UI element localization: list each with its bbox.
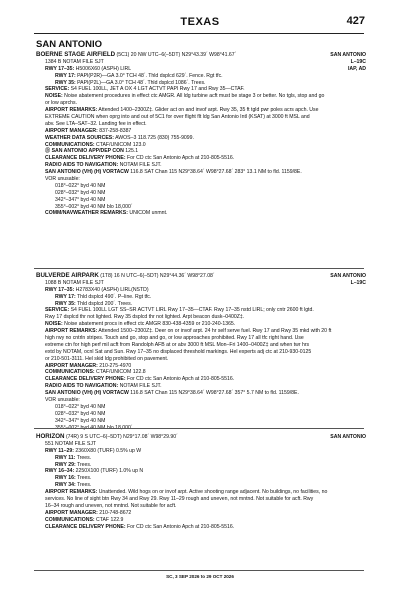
detail-text: abv. See LTA–SAT–32. Landing fee in effect. [45, 120, 147, 127]
detail-text: RWY 11: Trees. [55, 454, 92, 461]
detail-line [36, 482, 366, 489]
detail-text: RWY 16: Trees. [55, 475, 92, 482]
detail-text: RWY 17: Thld dsplcd 490´. P–line. Rgt tfc. [55, 293, 152, 300]
region-label: SAN ANTONIO [330, 434, 366, 440]
detail-text: NOISE: Noise abatement procedures in effect ctc AMGR. All ldg turbine acft must be stage 3 or better. No tgls, stop and go [45, 93, 325, 100]
detail-line [36, 176, 366, 183]
detail-line [36, 86, 366, 93]
detail-line [36, 475, 366, 482]
detail-line [36, 169, 366, 176]
detail-line [36, 363, 366, 370]
detail-line [36, 397, 366, 404]
detail-line [36, 496, 366, 503]
detail-line [36, 404, 366, 411]
detail-text: CLEARANCE DELIVERY PHONE: For CD ctc San Antonio Apch at 210-805-5516. [45, 376, 235, 383]
detail-text: VOR unusable: [45, 176, 80, 183]
detail-text: RWY 17: PAPI(P2R)—GA 3.0° TCH 48´. Thld dsplcd 629´. Fence. Rgt tfc. [55, 72, 223, 79]
detail-line [36, 369, 366, 376]
detail-line [36, 390, 366, 397]
detail-line [36, 503, 366, 510]
detail-text: RWY 11–29: 2360X80 (TURF) 0.5% up W [45, 447, 142, 454]
detail-line [36, 448, 366, 455]
detail-line [36, 155, 366, 162]
detail-text: 028°–032° byd 40 NM [55, 410, 106, 417]
detail-text: WEATHER DATA SOURCES: AWOS–3 118.725 (830) 755-9099. [45, 134, 194, 141]
header-rule [34, 33, 364, 34]
detail-line [36, 294, 366, 301]
detail-text: high rwy no cntrln stripes. Touch and go, stop and go, or low approaches prohibited. Rwy 17 all tfc right hand. Use [45, 335, 304, 342]
airport-id-line: (74R) 9 S UTC–6(–5DT) N29°17.08´ W98°29.90´ [65, 434, 178, 440]
detail-line [36, 356, 366, 363]
detail-text: 355°–002° byd 40 NM blo 18,000´ [55, 203, 133, 210]
detail-text: RWY 17–35: H5006X60 (ASPH) LIRL [45, 65, 132, 72]
airport-name: HORIZON [36, 433, 65, 440]
page-number: 427 [346, 15, 365, 27]
airport-name: BULVERDE AIRPARK [36, 272, 99, 279]
elevation-notam-line: 1088 B NOTAM FILE SJT [45, 279, 104, 286]
chart-reference-iap: IAP, AD [348, 65, 366, 72]
detail-text: VOR unusable: [45, 397, 80, 404]
detail-line [36, 114, 366, 121]
elevation-notam-line: 551 NOTAM FILE SJT [45, 440, 97, 447]
detail-line [36, 128, 366, 135]
detail-text: NOISE: Noise abatement procs in effect ctc AMGR 830-438-4359 or 210-240-1365. [45, 321, 236, 328]
detail-line [36, 517, 366, 524]
entry-separator [34, 268, 364, 269]
detail-text: CLEARANCE DELIVERY PHONE: For CD ctc San Antonio Apch at 210-805-5516. [45, 523, 235, 530]
detail-text: services. No line of sight btn Rwy 34 and Rwy 29. Rwy 11–29 rough and uneven, not mntnd. Not suitable for acft. Rwy [45, 496, 314, 503]
detail-line [36, 66, 366, 73]
detail-text: AIRPORT REMARKS: Unattended. Wild hogs on or invof arpt. Active shooting range adjacent. No buildings, no facilities, no [45, 489, 328, 496]
airport-id-line: (5C1) 20 NW UTC–6(–5DT) N29°43.39´ W98°41.67´ [116, 52, 237, 58]
detail-text: extreme ctn for high perf mil acft from Randolph AFB at or abv 3000 ft MSL Mon–Fri 1400–0400Z‡ and when twr hrs [45, 341, 310, 348]
region-label: SAN ANTONIO [330, 273, 366, 279]
airport-details [36, 287, 366, 432]
detail-text: SERVICE: S4 FUEL 100LL LGT SS–SR ACTVT LIRL Rwy 17–35—CTAF. Rwy 17–35 nstd LIRL; only cntr 2600 ft lgtd. [45, 307, 314, 314]
detail-text: SERVICE: S4 FUEL 100LL, JET A OX 4 LGT ACTVT PAPI Rwy 17 and Rwy 35—CTAF. [45, 86, 245, 93]
detail-text: RWY 35: Thld dsplcd 200´. Trees. [55, 300, 133, 307]
detail-text: 018°–022° byd 40 NM [55, 182, 106, 189]
detail-text: CLEARANCE DELIVERY PHONE: For CD ctc San Antonio Apch at 210-805-5516. [45, 155, 235, 162]
detail-line [36, 462, 366, 469]
detail-line [36, 183, 366, 190]
elevation-notam-line: 1384 B NOTAM FILE SJT [45, 58, 104, 65]
detail-line [36, 510, 366, 517]
detail-text: RWY 17–35: H2783X40 (ASPH) LIRL(NSTD) [45, 286, 149, 293]
detail-text: AIRPORT MANAGER: 837-258-8387 [45, 127, 132, 134]
detail-line [36, 383, 366, 390]
airport-id-line: (1T8) 16 N UTC–6(–5DT) N29°44.36´ W98°27.08´ [100, 273, 215, 279]
detail-text: COMMUNICATIONS: CTAF/UNICOM 123.0 [45, 141, 146, 148]
detail-line [36, 335, 366, 342]
detail-text: AIRPORT REMARKS: Attended 1400–2300Z‡. Glider act on and invof arpt. Rwy 35, 35 ft tgld pwr poles acrs apch. Use [45, 107, 319, 114]
detail-line [36, 301, 366, 308]
effective-dates-footer: SC, 3 SEP 2026 to 29 OCT 2026 [166, 574, 234, 579]
detail-text: 028°–032° byd 40 NM [55, 189, 106, 196]
airport-entry-horizon [36, 434, 366, 530]
detail-text: or 210-501-3111. Hel skid ldg prohibited on pavement. [45, 355, 169, 362]
detail-text: RADIO AIDS TO NAVIGATION: NOTAM FILE SJT. [45, 383, 162, 390]
detail-text: RWY 29: Trees. [55, 461, 92, 468]
detail-text: RWY 16–34: 2250X100 (TURF) 1.0% up N [45, 468, 144, 475]
detail-line [36, 418, 366, 425]
detail-line [36, 314, 366, 321]
detail-line [36, 307, 366, 314]
detail-line [36, 204, 366, 211]
detail-text: extd by NOTAM, ocnl Sat and Sun. Rwy 17–35 no displaced threshold markings. Hel experts adj ctc at 210-930-0125 [45, 348, 312, 355]
entry-separator [34, 428, 364, 429]
detail-line [36, 411, 366, 418]
detail-text: Ⓡ SAN ANTONIO APP/DEP CON 125.1 [45, 148, 139, 155]
detail-line [36, 162, 366, 169]
airport-entry-bulverde [36, 273, 366, 431]
detail-line [36, 121, 366, 128]
detail-line [36, 349, 366, 356]
state-header: TEXAS [180, 16, 220, 28]
detail-text: RWY 35: PAPI(P2L)—GA 3.0° TCH 48´. Thld dsplcd 1086´. Trees. [55, 79, 206, 86]
detail-line [36, 148, 366, 155]
detail-line [36, 328, 366, 335]
detail-text: 355°–002° byd 40 NM blo 18,000´ [55, 424, 133, 431]
detail-line [36, 455, 366, 462]
detail-line [36, 73, 366, 80]
detail-text: RADIO AIDS TO NAVIGATION: NOTAM FILE SJT. [45, 162, 162, 169]
airport-details [36, 66, 366, 218]
detail-line [36, 80, 366, 87]
detail-line [36, 287, 366, 294]
detail-line [36, 342, 366, 349]
detail-line [36, 93, 366, 100]
detail-line [36, 190, 366, 197]
detail-line [36, 489, 366, 496]
chart-reference: L–19C [350, 279, 366, 286]
detail-text: SAN ANTONIO (VH) (H) VORTACW 116.8 SAT Chan 115 N29°38.64´ W98°27.68´ 283° 13.1 NM to fld. 1159/8E. [45, 169, 302, 176]
airport-entry-boerne [36, 52, 366, 217]
chart-reference: L–19C [350, 58, 366, 65]
detail-text: 018°–022° byd 40 NM [55, 403, 106, 410]
detail-text: Rwy 17 dsplcd thr not lighted. Rwy 35 dsplcd thr not lighted. Arpt beacon dusk–0400Z‡. [45, 314, 245, 321]
detail-line [36, 321, 366, 328]
detail-text: AIRPORT MANAGER: 210-275-4970 [45, 362, 132, 369]
detail-line [36, 100, 366, 107]
detail-line [36, 524, 366, 531]
detail-text: or low aprchs. [45, 100, 77, 107]
city-heading: SAN ANTONIO [36, 39, 102, 50]
detail-text: COMMUNICATIONS: CTAF 122.9 [45, 516, 124, 523]
detail-line [36, 135, 366, 142]
detail-line [36, 468, 366, 475]
region-label: SAN ANTONIO [330, 52, 366, 58]
detail-text: AIRPORT REMARKS: Attended 1500–2300Z‡. Deer on or invof arpt. 24 hr self serve fuel. Rwy 17 and Rwy 35 mkd with 20 ft [45, 328, 332, 335]
airport-name: BOERNE STAGE AIRFIELD [36, 51, 116, 58]
detail-line [36, 107, 366, 114]
detail-line [36, 197, 366, 204]
detail-text: 16–34 rough and uneven, not mntnd. Not suitable for acft. [45, 502, 177, 509]
detail-text: RWY 34: Trees. [55, 482, 92, 489]
detail-text: COMMUNICATIONS: CTAF/UNICOM 122.8 [45, 369, 146, 376]
detail-text: AIRPORT MANAGER: 210-748-8672 [45, 509, 132, 516]
detail-line [36, 210, 366, 217]
detail-text: SAN ANTONIO (VH) (H) VORTACW 116.8 SAT Chan 115 N29°38.64´ W98°27.68´ 357° 5.7 NM to fld. 1159/8E. [45, 390, 299, 397]
footer-rule [34, 570, 364, 571]
detail-line [36, 376, 366, 383]
airport-details [36, 448, 366, 531]
detail-text: 342°–347° byd 40 NM [55, 417, 106, 424]
detail-text: 342°–347° byd 40 NM [55, 196, 106, 203]
detail-text: COMM/NAVWEATHER REMARKS: UNICOM unmnt. [45, 210, 168, 217]
detail-text: EXTREME CAUTION when oprg into and out of 5C1 for over flight flt ldg San Antonio Intl (KSAT) at 3000 ft MSL and [45, 114, 310, 121]
